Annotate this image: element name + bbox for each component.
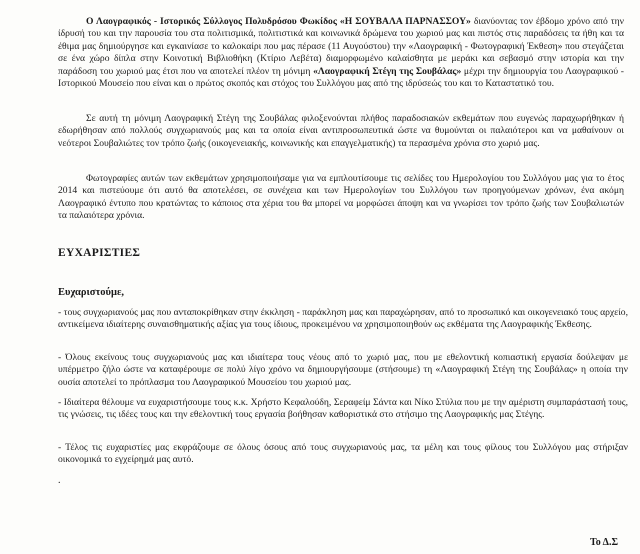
thanks-heading: ΕΥΧΑΡΙΣΤΙΕΣ	[58, 247, 141, 259]
trailing-dot: .	[58, 475, 61, 486]
thanks-item-2: - Όλους εκείνους τους συγχωριανούς μας και ιδιαίτερα τους νέους από το χωριό μας, που με εθελοντική κοπιαστική εργασία δούλεψαν με υπέρμετρο ζήλο ώστε να καταφέρουμε σε πολύ λίγο χρόνο να δημιουργήσουμε (στήσουμε) τη «Λαογραφική Στέγη της Σουβάλας» η οποία την ουσία αποτελεί το πρόπλασμα του Λαογραφικού Μουσείου του χωριού μας.	[58, 352, 628, 388]
thanks-item-4: - Τέλος τις ευχαριστίες μας εκφράζουμε σε όλους όσους από τους συγχωριανούς μας, τα μέλη και τους φίλους του Συλλόγου μας στήριξαν οικονομικά το εγχείρημά μας αυτό.	[58, 442, 628, 466]
intro-text-c: μέχρι την δημιουργία του Λαογραφικού - Ιστορικού Μουσείο που είναι και ο πρώτος σκοπός και στόχος του Συλλόγου μας από της ιδρύσεώς του και το Καταστατικό του.	[58, 65, 624, 90]
intro-paragraph-1	[58, 16, 624, 90]
intro-text-a: διανύοντας τον έβδομο χρόνο από την ίδρυσή του και την παρουσία του στα πολιτισμικά, πολιτιστικά και κοινωνικά δρώμενα του χωριού μας και πιστός στις παραδόσεις τα ήθη και τα έθιμα μας δημιούργησε και εγκαινίασε το καλοκαίρι που μας πέρασε (11 Αυγούστου) την «Λαογραφική - Φωτογραφική Έκθεση» που στεγάζεται σε ένα χώρο δίπλα στην Κοινοτική Βιβλιοθήκη (Κτίριο Λεβέτα) διαμορφωμένο καλαίσθητα με μεράκι και σεβασμό στην ιστορία και την παράδοση του χωριού μας έτσι που να αποτελεί πλέον τη μόνιμη	[58, 16, 625, 77]
signature: Το Δ.Σ	[589, 537, 618, 548]
thanks-item-1: - τους συγχωριανούς μας που ανταποκρίθηκαν στην έκκληση - παράκληση μας και παραχώρησαν, από το προσωπικό και οικογενειακό τους αρχείο, αντικείμενα ιδιαίτερης συναισθηματικής αξίας για τους ίδιους, προκειμένου να χρησιμοποιηθούν ως εκθέματα της Λαογραφικής Έκθεσης.	[58, 307, 628, 331]
intro-paragraph-3: Φωτογραφίες αυτών των εκθεμάτων χρησιμοποιήσαμε για να εμπλουτίσουμε τις σελίδες του Ημερολογίου του Συλλόγου μας για το έτος 2014 και πιστεύουμε ότι αυτό θα αποτελέσει, σε συνέχεια και των Ημερολογίων του Συλλόγου των προηγούμενων χρόνων, ένα ακόμη Λαογραφικό έντυπο που κρατώντας το κάποιος στα χέρια του θα μπορεί να μορφώσει άποψη και να γνωρίσει τον τρόπο ζωής των Σουβαλιωτών τα παλαιότερα χρόνια.	[58, 173, 624, 222]
association-name: Ο Λαογραφικός - Ιστορικός Σύλλογος Πολυδρόσου Φωκίδος «Η ΣΟΥΒΑΛΑ ΠΑΡΝΑΣΣΟΥ»	[86, 16, 471, 27]
folklore-home-name: «Λαογραφική Στέγη της Σουβάλας»	[313, 65, 462, 77]
thanks-item-3: - Ιδιαίτερα θέλουμε να ευχαριστήσουμε τους κ.κ. Χρήστο Κεφαλούδη, Σεραφείμ Σάντα και Νίκο Στύλια που με την αμέριστη συμπαράστασή τους, τις γνώσεις, τις ιδέες τους και την εθελοντική τους εργασία βοήθησαν καθοριστικά στο στήσιμο της Λαογραφικής μας Στέγης.	[58, 397, 628, 421]
intro-paragraph-2: Σε αυτή τη μόνιμη Λαογραφική Στέγη της Σουβάλας φιλοξενούνται πλήθος παραδοσιακών εκθεμάτων που ευγενώς παραχωρήθηκαν ή εδωρήθησαν από πολλούς συγχωριανούς μας και τα οποία είναι αντιπροσωπευτικά ώστε να θυμούνται οι παλαιότεροι και να μαθαίνουν οι νεότεροι Σουβαλιώτες τον τρόπο ζωής (οικογενειακής, κοινωνικής και επαγγελματικής) τα περασμένα χρόνια στο χωριό μας.	[58, 113, 624, 149]
thanks-sub-heading: Ευχαριστούμε,	[58, 287, 125, 298]
